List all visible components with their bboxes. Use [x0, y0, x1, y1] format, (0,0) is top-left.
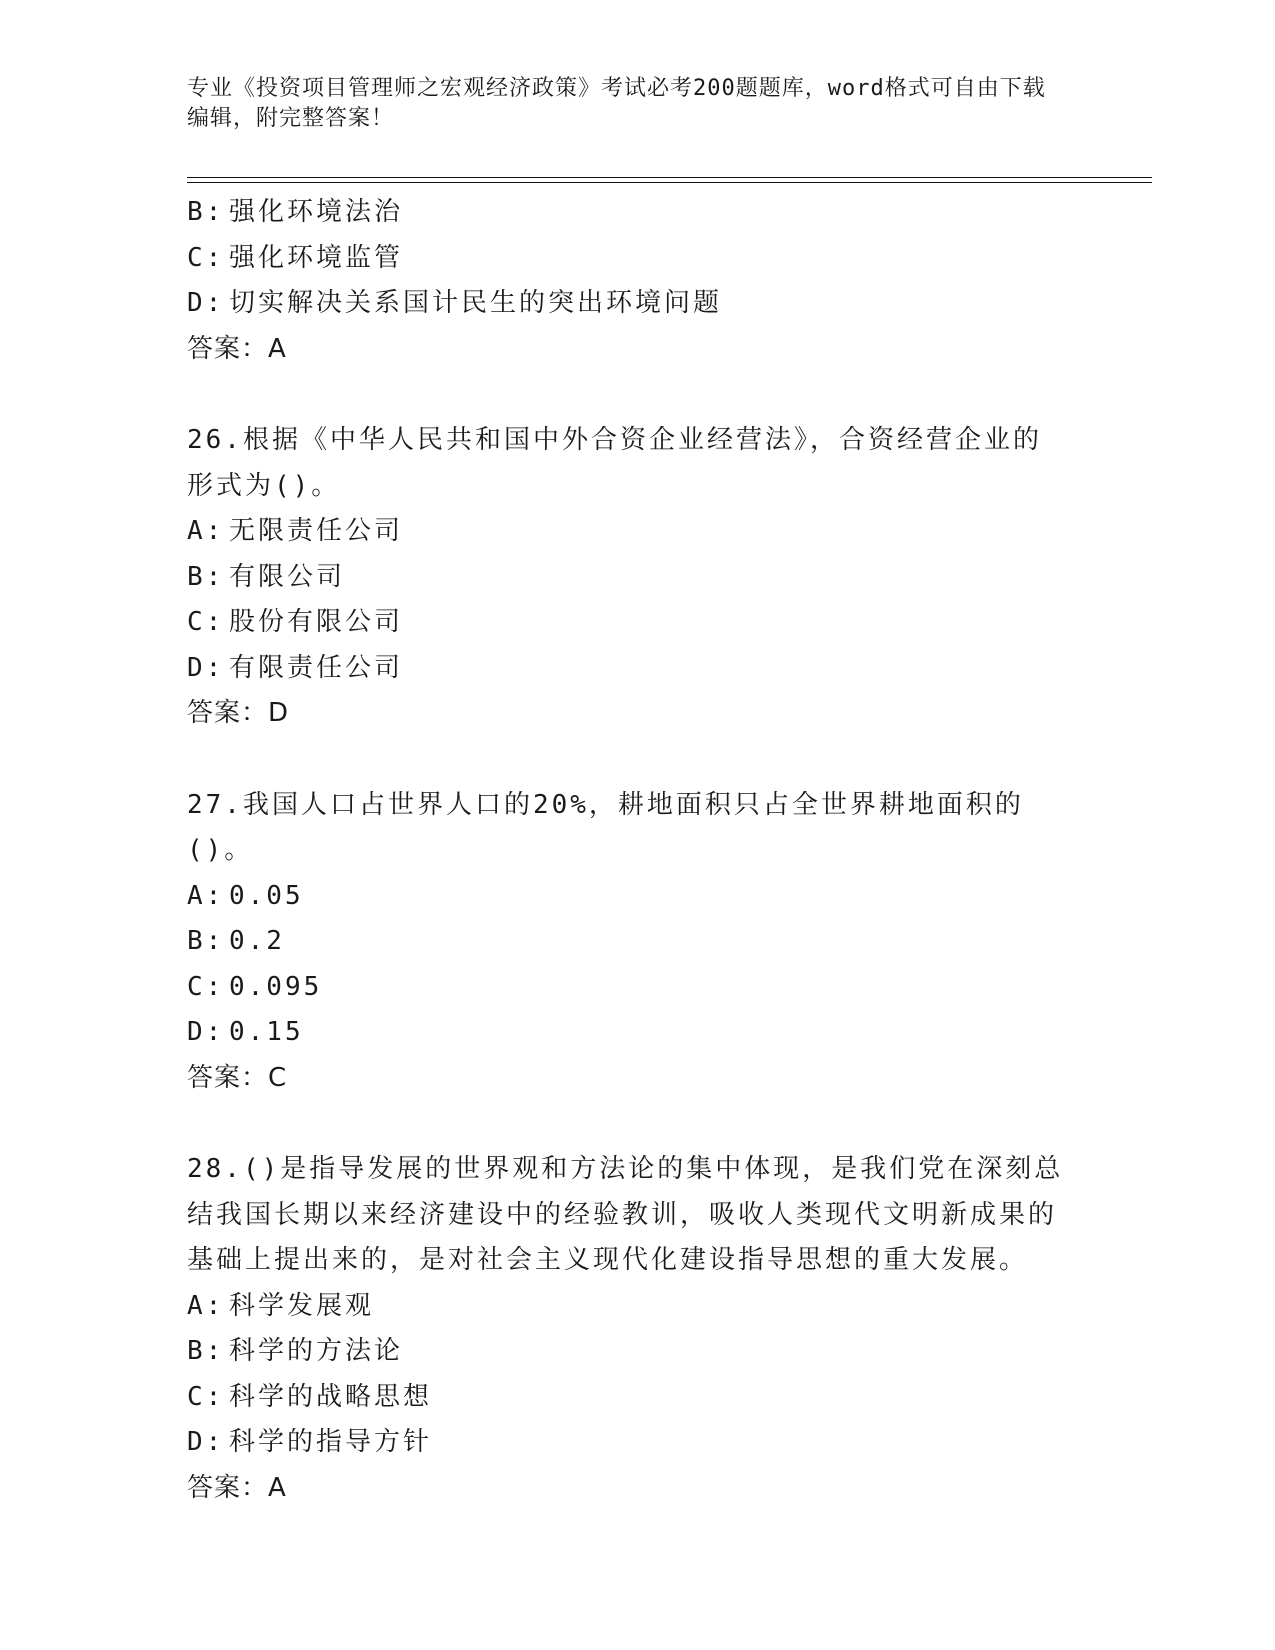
option-label: D:: [187, 1427, 225, 1457]
header-rule-top: [187, 177, 1152, 178]
option-item: [187, 600, 1067, 646]
option-label: D:: [187, 1017, 225, 1047]
answer-line: 答案：A: [187, 1472, 287, 1503]
question-block: [187, 783, 1067, 1102]
option-text: 0.05: [229, 880, 304, 911]
option-item: [187, 281, 1067, 327]
spacer: [187, 737, 1067, 783]
option-item: [187, 874, 1067, 920]
option-text: 科学的指导方针: [229, 1427, 433, 1457]
option-item: [187, 1329, 1067, 1375]
option-text: 0.15: [229, 1017, 304, 1047]
question-stem: 26.根据《中华人民共和国中外合资企业经营法》，合资经营企业的形式为()。: [187, 425, 1042, 501]
document-header: 专业《投资项目管理师之宏观经济政策》考试必考200题题库，word格式可自由下载编辑，附完整答案！: [187, 76, 1046, 131]
question-continuation: [187, 190, 1067, 372]
option-text: 有限公司: [229, 561, 346, 592]
option-label: C:: [187, 971, 225, 1002]
option-text: 科学的方法论: [229, 1336, 404, 1366]
answer-line: 答案：A: [187, 333, 287, 364]
option-item: [187, 1010, 1067, 1056]
option-label: A:: [187, 1290, 225, 1321]
option-label: B:: [187, 1336, 225, 1366]
answer-line: 答案：C: [187, 1062, 288, 1093]
option-text: 科学的战略思想: [229, 1381, 433, 1412]
option-text: 强化环境监管: [229, 242, 404, 273]
option-label: D:: [187, 288, 225, 318]
option-item: [187, 236, 1067, 282]
spacer: [187, 1101, 1067, 1147]
option-text: 0.095: [229, 971, 323, 1002]
option-item: [187, 555, 1067, 601]
header-rule-bottom: [187, 182, 1152, 183]
option-label: A:: [187, 516, 225, 546]
option-label: C:: [187, 242, 225, 273]
option-item: [187, 965, 1067, 1011]
option-item: [187, 1284, 1067, 1330]
option-item: [187, 509, 1067, 555]
spacer: [187, 372, 1067, 418]
option-label: C:: [187, 1381, 225, 1412]
option-label: C:: [187, 607, 225, 637]
option-label: B:: [187, 926, 225, 956]
option-label: D:: [187, 652, 225, 683]
option-item: [187, 190, 1067, 236]
option-text: 0.2: [229, 926, 285, 956]
question-stem: 27.我国人口占世界人口的20%，耕地面积只占全世界耕地面积的()。: [187, 789, 1024, 865]
option-item: [187, 919, 1067, 965]
option-text: 切实解决关系国计民生的突出环境问题: [229, 288, 723, 318]
option-text: 科学发展观: [229, 1290, 375, 1321]
option-item: [187, 1375, 1067, 1421]
option-label: B:: [187, 561, 225, 592]
option-text: 无限责任公司: [229, 516, 404, 546]
option-text: 强化环境法治: [229, 197, 404, 227]
option-label: A:: [187, 880, 225, 911]
option-text: 有限责任公司: [229, 652, 404, 683]
question-block: [187, 418, 1067, 737]
question-block: [187, 1147, 1067, 1511]
option-label: B:: [187, 197, 225, 227]
option-text: 股份有限公司: [229, 607, 404, 637]
answer-line: 答案：D: [187, 698, 290, 728]
option-item: [187, 646, 1067, 692]
option-item: [187, 1420, 1067, 1466]
question-content: [187, 190, 1067, 1511]
question-stem: 28.()是指导发展的世界观和方法论的集中体现，是我们党在深刻总结我国长期以来经济建设中的经验教训，吸收人类现代文明新成果的基础上提出来的，是对社会主义现代化建设指导思想的重大发展。: [187, 1154, 1064, 1275]
